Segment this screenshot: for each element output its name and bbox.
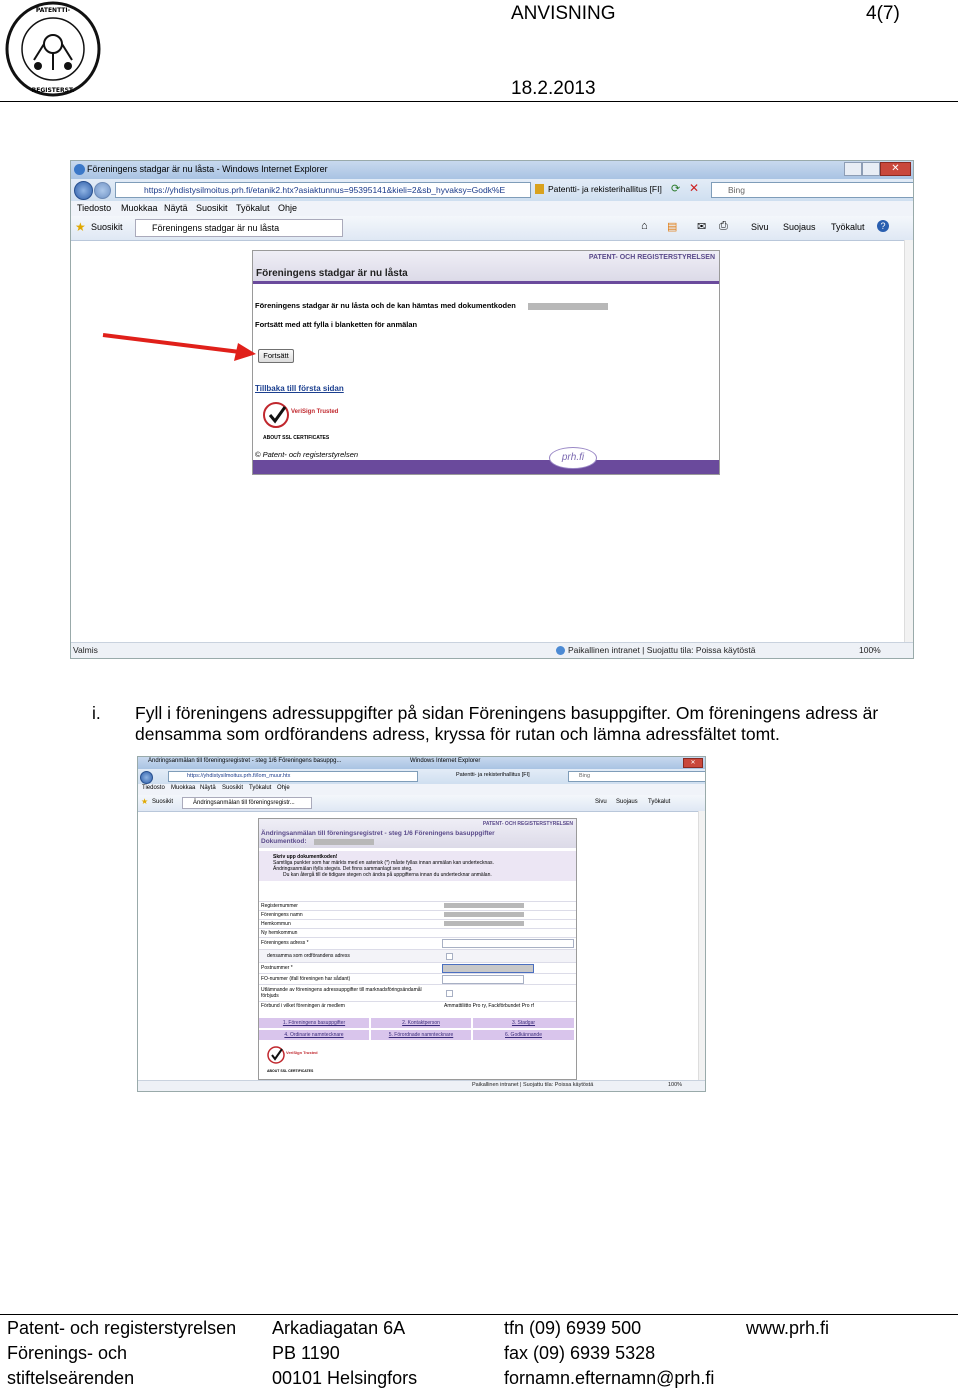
search-field[interactable]	[711, 182, 914, 198]
prh-logo	[4, 0, 102, 98]
page-content	[252, 250, 720, 475]
association-name-value	[444, 912, 524, 917]
ssl-text: ABOUT SSL CERTIFICATES	[263, 435, 330, 441]
zoom-text[interactable]: 100%	[668, 1082, 683, 1088]
continue-text: Fortsätt med att fylla i blanketten för anmälan	[255, 320, 418, 329]
zone-text: Paikallinen intranet | Suojattu tila: Poissa käytöstä	[568, 645, 756, 655]
doc-code-redacted	[528, 303, 608, 310]
mail-icon[interactable]: ✉	[697, 221, 707, 233]
page-number: 4(7)	[866, 3, 900, 24]
footer-organisation	[7, 1316, 236, 1391]
field-label: Förbund i vilket föreningen är medlem	[261, 1003, 345, 1009]
continue-button[interactable]: Fortsätt	[258, 349, 294, 363]
search-engine: Bing	[579, 773, 591, 779]
footer-email[interactable]: fornamn.efternamn@prh.fi	[504, 1368, 715, 1388]
footer-address	[272, 1316, 417, 1391]
favorites-star-icon[interactable]: ★	[75, 220, 86, 234]
field-label: Postnummer *	[261, 965, 293, 971]
footer-line: stiftelseärenden	[7, 1368, 135, 1388]
safety-menu[interactable]: Suojaus	[783, 222, 816, 232]
ie-icon	[74, 164, 85, 175]
form-header-band	[259, 819, 576, 848]
purple-line	[253, 281, 719, 284]
window-titlebar	[138, 757, 705, 769]
doc-code-redacted	[314, 839, 374, 845]
menu-item[interactable]: Muokkaa	[121, 203, 158, 213]
tab[interactable]: Föreningens stadgar är nu låsta	[135, 219, 343, 237]
menu-bar	[138, 784, 705, 795]
step-link[interactable]: 3. Stadgar	[473, 1018, 574, 1028]
verisign-seal	[263, 401, 339, 431]
field-row	[259, 901, 576, 910]
url-field[interactable]	[168, 771, 418, 782]
form-heading: Ändringsanmälan till föreningsregistret - steg 1/6 Föreningens basuppgifter	[261, 830, 495, 837]
url-field[interactable]	[115, 182, 531, 198]
marketing-ban-checkbox[interactable]	[446, 990, 453, 997]
address-bar	[71, 179, 913, 201]
tools-menu[interactable]: Työkalut	[831, 222, 865, 232]
brand: PATENT- OCH REGISTERSTYRELSEN	[482, 821, 573, 827]
footer-line: Förenings- och	[7, 1343, 128, 1363]
menu-item[interactable]: Näytä	[200, 785, 216, 791]
globe-icon	[556, 646, 565, 655]
footer-website[interactable]	[746, 1316, 829, 1341]
form-page	[258, 818, 577, 1080]
instruction-line-1: Fyll i föreningens adressuppgifter på sidan Föreningens basuppgifter. Om föreningens adress är	[135, 703, 879, 723]
minimize-button[interactable]	[844, 162, 862, 176]
menu-item[interactable]: Työkalut	[249, 785, 272, 791]
status-text: Valmis	[73, 645, 98, 655]
field-row	[259, 928, 576, 937]
footer-line: Patent- och registerstyrelsen	[7, 1318, 237, 1338]
address-input[interactable]	[442, 939, 574, 948]
favorites-label[interactable]: Suosikit	[91, 222, 123, 232]
screenshot-stadgar-locked	[70, 160, 914, 659]
svg-text:PATENTTI-: PATENTTI-	[35, 7, 71, 14]
feeds-icon[interactable]: ▤	[667, 221, 678, 233]
close-button[interactable]: ✕	[880, 162, 911, 176]
municipality-value	[444, 921, 524, 926]
step-link[interactable]: 2. Kontaktperson	[371, 1018, 471, 1028]
notice-line: Du kan återgå till de tidigare stegen och ändra på uppgifterna innan du undertecknar anmälan.	[283, 872, 492, 878]
refresh-icon[interactable]: ⟳	[671, 183, 681, 195]
zoom-text[interactable]: 100%	[859, 645, 881, 655]
menu-item[interactable]: Suosikit	[196, 203, 228, 213]
prh-footer-logo: prh.fi	[549, 447, 597, 469]
back-to-start-link[interactable]: Tillbaka till första sidan	[255, 384, 344, 393]
field-row	[259, 984, 576, 1001]
status-bar	[138, 1080, 705, 1091]
instruction-marker: i.	[92, 703, 101, 723]
menu-bar	[71, 201, 913, 216]
field-label: Registernummer	[261, 903, 298, 909]
menu-item[interactable]: Näytä	[164, 203, 188, 213]
footer-line: 00101 Helsingfors	[272, 1368, 418, 1388]
menu-item[interactable]: Työkalut	[236, 203, 270, 213]
status-bar	[71, 642, 913, 658]
page-menu[interactable]: Sivu	[751, 222, 769, 232]
copyright-text: © Patent- och registerstyrelsen	[255, 450, 359, 459]
red-arrow	[100, 330, 260, 362]
favorites-label[interactable]: Suosikit	[152, 799, 174, 805]
step-navigation	[259, 1018, 576, 1042]
verisign-text: VeriSign Trusted	[286, 1050, 318, 1055]
field-row	[259, 949, 576, 962]
instruction-line-2: densamma som ordförandens adress, kryssa för rutan och lämna adressfältet tomt.	[135, 724, 780, 744]
app-name: Windows Internet Explorer	[410, 758, 481, 764]
menu-item[interactable]: Suosikit	[222, 785, 244, 791]
site-identity[interactable]: Patentti- ja rekisterihallitus [FI]	[456, 772, 530, 778]
close-button[interactable]: ✕	[683, 758, 703, 768]
field-row	[259, 919, 576, 928]
verisign-text: VeriSign Trusted	[291, 409, 339, 415]
notice-line: Ändringsanmälan ifylls stegvis. Det finns sammanlagt sex steg.	[273, 866, 413, 872]
page-heading: Föreningens stadgar är nu låsta	[256, 268, 408, 279]
verisign-seal	[267, 1045, 318, 1067]
field-label: densamma som ordförandens adress	[267, 953, 350, 959]
tools-menu[interactable]: Työkalut	[648, 799, 671, 805]
notice-box	[259, 851, 576, 881]
field-label: Hemkommun	[261, 921, 291, 927]
doc-type: ANVISNING	[511, 3, 616, 24]
favorites-bar	[71, 216, 913, 241]
favorites-star-icon[interactable]: ★	[141, 797, 149, 806]
notice-line: Samtliga punkter som har märkts med en asterisk (*) måste fyllas innan anmälan kan undertecknas.	[273, 860, 494, 866]
header-rule	[0, 101, 958, 102]
menu-item[interactable]: Muokkaa	[171, 785, 196, 791]
back-icon[interactable]	[74, 181, 93, 200]
field-label: Utlämnande av föreningens adressuppgifter till marknadsföringsändamål förbjuds	[261, 987, 422, 999]
footer-line: tfn (09) 6939 500	[504, 1318, 642, 1338]
step-link[interactable]: 1. Föreningens basuppgifter	[259, 1018, 369, 1028]
url-text: https://yhdistysilmoitus.prh.fi/lom_muur.htx	[187, 773, 291, 779]
help-icon[interactable]: ?	[877, 220, 889, 232]
field-label: Föreningens adress *	[261, 940, 309, 946]
purple-footer	[253, 460, 719, 474]
maximize-button[interactable]	[862, 162, 880, 176]
notice-title: Skriv upp dokumentkoden!	[273, 854, 338, 860]
back-icon[interactable]	[140, 771, 153, 784]
field-label: Föreningens namn	[261, 912, 303, 918]
window-titlebar	[71, 161, 913, 179]
registry-number-value	[444, 903, 524, 908]
menu-item[interactable]: Tiedosto	[142, 785, 165, 791]
window-title: Föreningens stadgar är nu låsta - Windows Internet Explorer	[87, 164, 328, 174]
print-icon[interactable]: ⎙	[719, 220, 728, 232]
address-bar	[138, 769, 705, 784]
field-row	[259, 910, 576, 919]
step-link[interactable]: 6. Godkännande	[473, 1030, 574, 1040]
doc-date: 18.2.2013	[511, 78, 596, 99]
search-engine: Bing	[728, 185, 746, 195]
footer-contact	[504, 1316, 714, 1391]
zone-text: Paikallinen intranet | Suojattu tila: Poissa käytöstä	[472, 1082, 594, 1088]
doc-code-label: Dokumentkod:	[261, 838, 307, 845]
ssl-text: ABOUT SSL CERTIFICATES	[267, 1069, 314, 1073]
site-identity[interactable]: Patentti- ja rekisterihallitus [FI]	[548, 184, 662, 194]
vertical-scrollbar[interactable]	[698, 811, 705, 1081]
window-title: Ändringsanmälan till föreningsregistret - steg 1/6 Föreningens basuppg...	[148, 758, 342, 764]
svg-text:REGISTERST.: REGISTERST.	[31, 87, 75, 94]
screenshot-basic-info-form	[137, 756, 706, 1092]
field-label: Ny hemkommun	[261, 930, 298, 936]
home-icon[interactable]: ⌂	[641, 220, 648, 232]
menu-item[interactable]: Tiedosto	[77, 203, 112, 213]
footer-line[interactable]: www.prh.fi	[746, 1318, 830, 1338]
menu-item[interactable]: Ohje	[277, 785, 290, 791]
postal-code-input[interactable]	[442, 964, 534, 973]
tab[interactable]: Ändringsanmälan till föreningsregistr...	[182, 797, 312, 809]
menu-item[interactable]: Ohje	[278, 203, 298, 213]
field-row	[259, 973, 576, 984]
forward-icon[interactable]	[94, 182, 111, 199]
footer-line: fax (09) 6939 5328	[504, 1343, 656, 1363]
same-as-chairman-checkbox[interactable]	[446, 953, 453, 960]
field-row	[259, 962, 576, 973]
footer-rule	[0, 1314, 958, 1315]
field-row	[259, 1001, 576, 1011]
favorites-bar	[138, 795, 705, 812]
vertical-scrollbar[interactable]	[904, 240, 913, 642]
page-menu[interactable]: Sivu	[595, 799, 607, 805]
member-value: Ammattiliitto Pro ry, Fackförbundet Pro rf	[444, 1003, 534, 1009]
stop-icon[interactable]: ✕	[689, 181, 700, 195]
business-id-input[interactable]	[442, 975, 524, 984]
page-header-band	[253, 251, 719, 281]
url-text: https://yhdistysilmoitus.prh.fi/etanik2.htx?asiaktunnus=95395141&kieli=2&sb_hyvaksy=Godk%E	[144, 185, 506, 195]
locked-text: Föreningens stadgar är nu låsta och de kan hämtas med dokumentkoden	[255, 301, 516, 310]
form-fields	[259, 901, 576, 1018]
safety-menu[interactable]: Suojaus	[616, 799, 638, 805]
brand: PATENT- OCH REGISTERSTYRELSEN	[588, 254, 715, 261]
step-link[interactable]: 4. Ordinarie namntecknare	[259, 1030, 369, 1040]
footer-line: PB 1190	[272, 1343, 340, 1363]
search-field[interactable]	[568, 771, 706, 782]
field-label: FO-nummer (ifall föreningen har sådant)	[261, 976, 351, 982]
step-link[interactable]: 5. Förordnade namntecknare	[371, 1030, 471, 1040]
footer-line: Arkadiagatan 6A	[272, 1318, 406, 1338]
lock-icon	[535, 184, 544, 194]
field-row	[259, 937, 576, 949]
